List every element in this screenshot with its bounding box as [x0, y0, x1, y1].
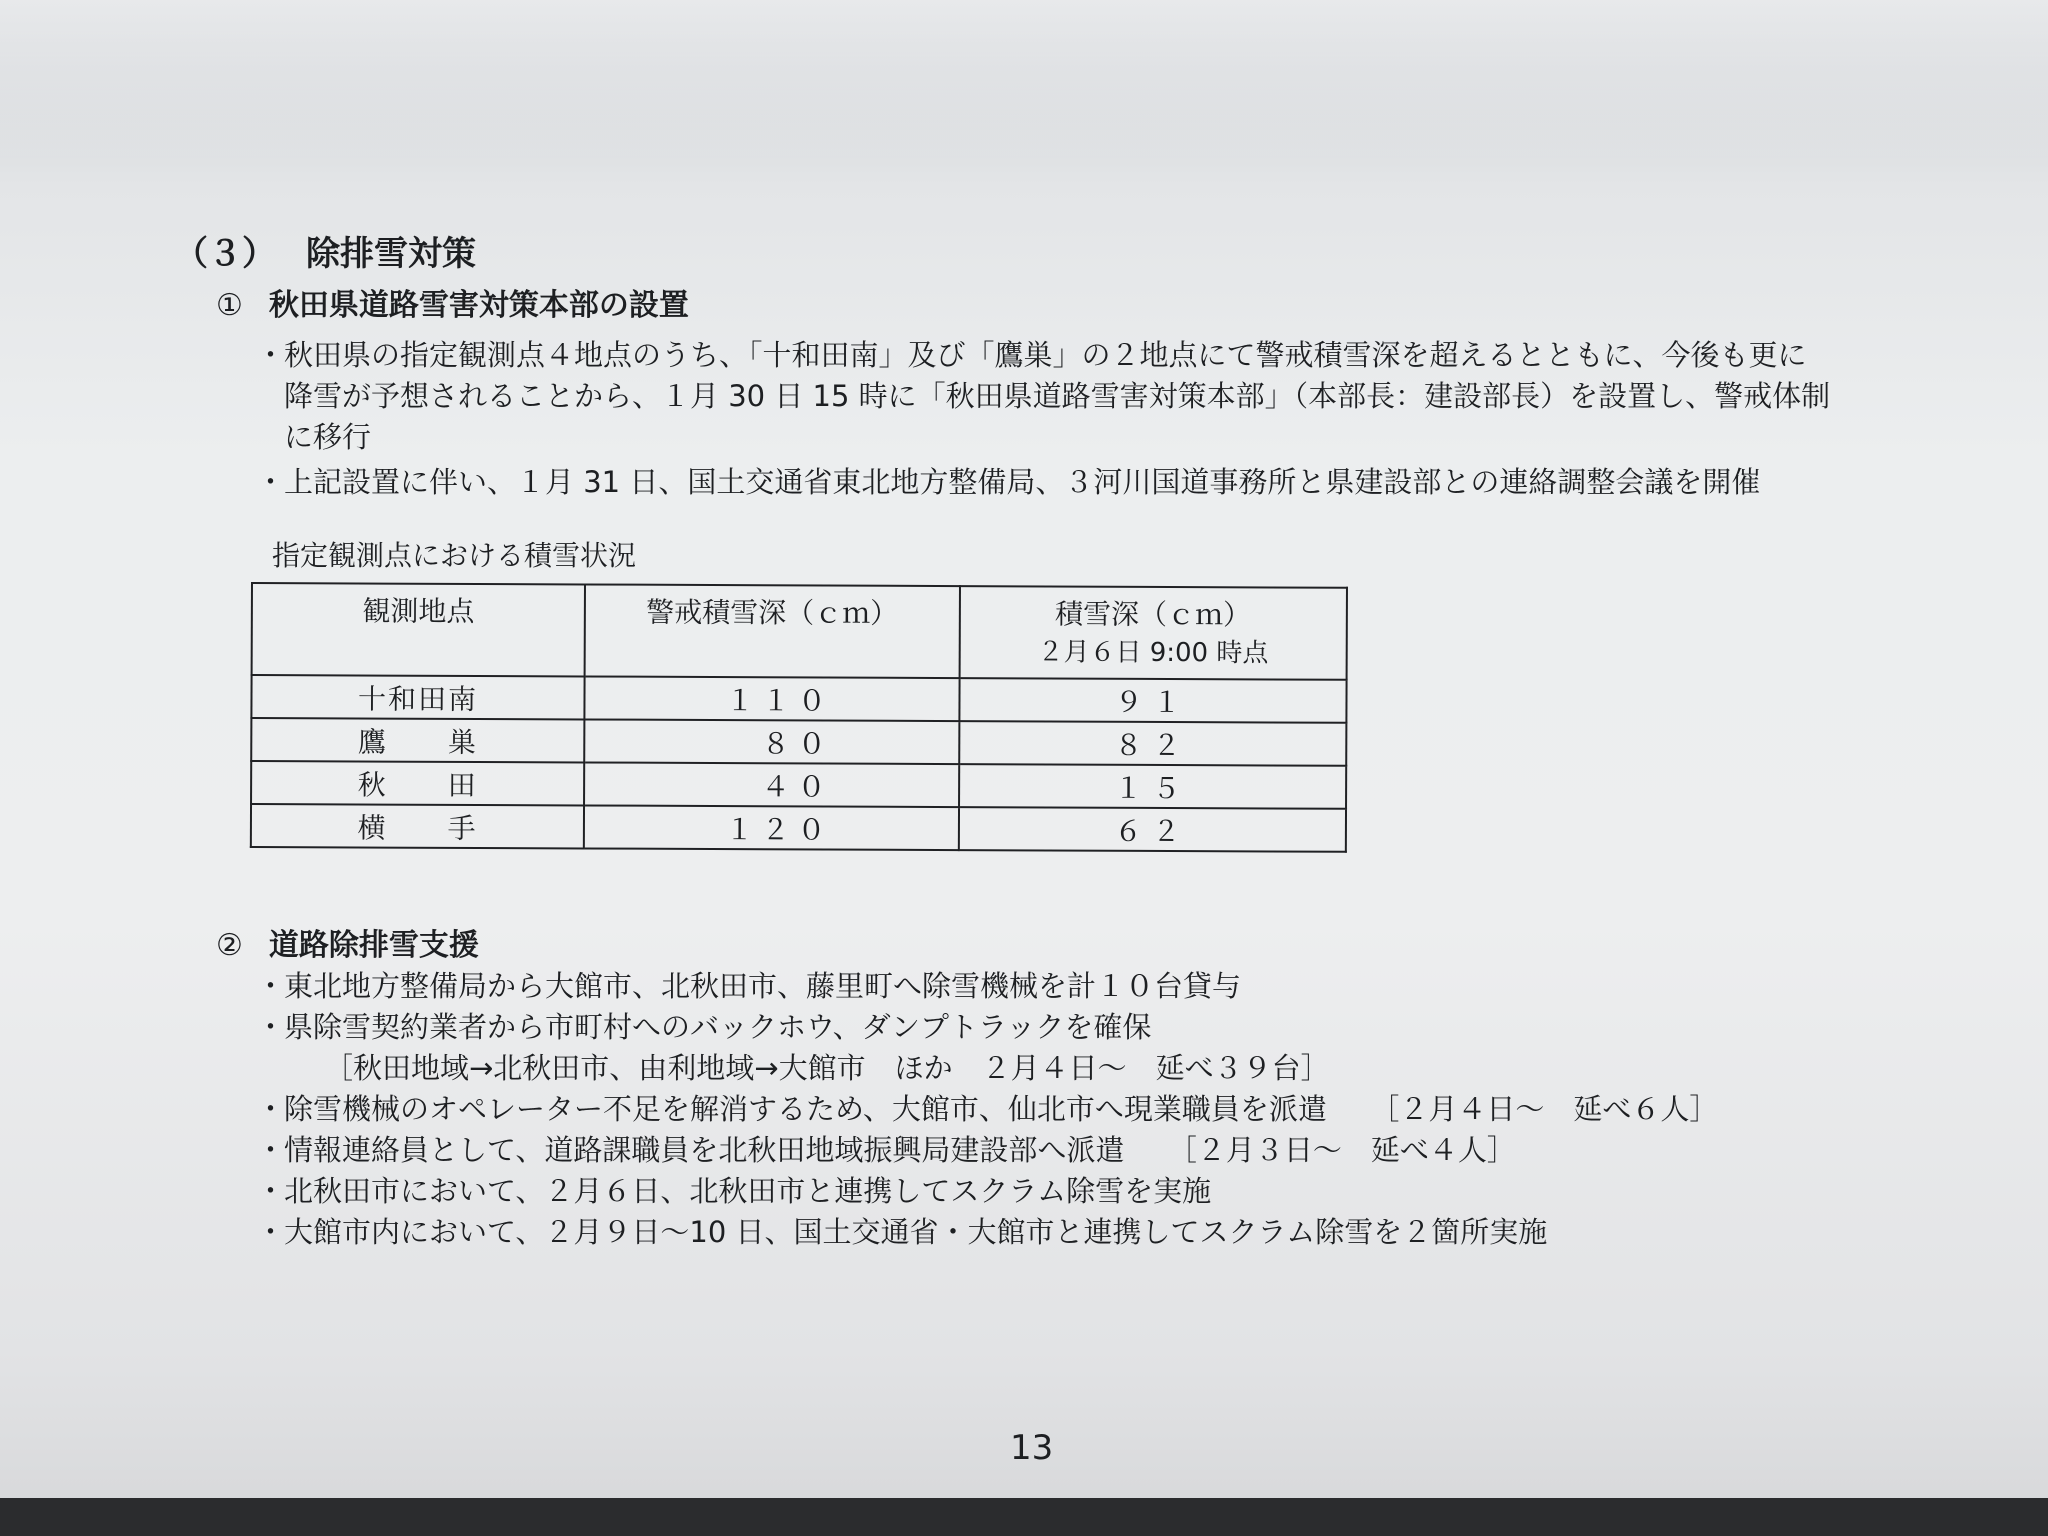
bullet-line: 県除雪契約業者から市町村へのバックホウ、ダンプトラックを確保	[284, 1010, 1152, 1044]
bullet-line: 上記設置に伴い、１月 31 日、国土交通省東北地方整備局、３河川国道事務所と県建設部との連絡調整会議を開催	[284, 465, 1761, 499]
bullet-line: 除雪機械のオペレーター不足を解消するため、大館市、仙北市へ現業職員を派遣 ［２月４日～ 延べ６人］	[284, 1092, 1719, 1126]
table-row	[251, 718, 1346, 766]
bullet-symbol: ・	[256, 1092, 286, 1126]
table-header-row	[252, 583, 1347, 680]
bullet-item	[256, 462, 1830, 503]
bullet-line: 降雪が予想されることから、１月 30 日 15 時に「秋田県道路雪害対策本部」（本部長：建設部長）を設置し、警戒体制	[284, 379, 1831, 413]
header-alert-depth: 警戒積雪深（ｃｍ）	[585, 584, 960, 678]
header-depth-label: 積雪深（ｃｍ）	[1055, 597, 1252, 632]
bullet-item	[256, 1007, 1718, 1089]
monitor-bezel	[0, 1498, 2048, 1536]
header-depth	[959, 586, 1347, 680]
bullet-line: 大館市内において、２月９日～10 日、国土交通省・大館市と連携してスクラム除雪を２箇所実施	[284, 1215, 1548, 1249]
bullet-line: 秋田県の指定観測点４地点のうち、「十和田南」及び「鷹巣」の２地点にて警戒積雪深を超えるとともに、今後も更に	[284, 338, 1807, 372]
cell-depth: １５	[959, 764, 1347, 809]
bullet-line: 北秋田市において、２月６日、北秋田市と連携してスクラム除雪を実施	[284, 1174, 1212, 1208]
cell-site: 秋 田	[251, 761, 584, 805]
bullet-symbol: ・	[256, 465, 286, 499]
cell-site: 鷹 巣	[251, 718, 584, 762]
subsection-2-number: ②	[216, 928, 243, 963]
cell-site: 十和田南	[251, 675, 584, 719]
bullet-symbol: ・	[256, 338, 286, 372]
cell-alert-depth: ８０	[584, 719, 959, 764]
bullet-item	[256, 335, 1830, 458]
cell-depth: ６２	[958, 807, 1346, 852]
bullet-symbol: ・	[256, 1174, 286, 1208]
subsection-1-bullets	[256, 335, 1830, 503]
subsection-1-title-text: 秋田県道路雪害対策本部の設置	[268, 288, 689, 323]
cell-alert-depth: ４０	[584, 762, 959, 807]
cell-alert-depth: １１０	[585, 676, 960, 721]
bullet-item	[256, 966, 1718, 1007]
cell-site: 横 手	[251, 804, 584, 848]
cell-depth: ９１	[959, 678, 1347, 723]
bullet-line: 情報連絡員として、道路課職員を北秋田地域振興局建設部へ派遣 ［２月３日～ 延べ４人］	[284, 1133, 1516, 1167]
table-caption: 指定観測点における積雪状況	[272, 539, 637, 572]
page-number: 13	[1010, 1428, 1054, 1468]
bullet-symbol: ・	[256, 969, 286, 1003]
snow-depth-table	[250, 582, 1348, 853]
subsection-1-number: ①	[216, 288, 243, 323]
section-title-text: 除排雪対策	[306, 234, 476, 274]
subsection-2-title	[216, 920, 479, 964]
screen-glare	[0, 0, 2048, 160]
section-number: （３）	[174, 234, 276, 274]
cell-depth: ８２	[959, 721, 1347, 766]
bullet-line: 東北地方整備局から大館市、北秋田市、藤里町へ除雪機械を計１０台貸与	[284, 969, 1242, 1003]
bullet-symbol: ・	[256, 1010, 286, 1044]
bullet-item	[256, 1212, 1718, 1253]
bullet-line: に移行	[284, 420, 372, 454]
bullet-symbol: ・	[256, 1215, 286, 1249]
subsection-2-bullets	[256, 966, 1718, 1253]
bullet-item	[256, 1130, 1718, 1171]
header-site: 観測地点	[252, 583, 586, 676]
header-depth-time: ２月６日 9:00 時点	[1037, 637, 1269, 669]
section-title	[174, 226, 476, 275]
subsection-2-title-text: 道路除排雪支援	[268, 928, 479, 963]
bullet-item	[256, 1171, 1718, 1212]
bullet-symbol: ・	[256, 1133, 286, 1167]
table-row	[251, 761, 1346, 809]
bullet-continuation: ［秋田地域→北秋田市、由利地域→大館市 ほか ２月４日～ 延べ３９台］	[324, 1051, 1330, 1085]
table-row	[251, 675, 1346, 723]
table-row	[251, 804, 1346, 852]
subsection-1-title	[216, 280, 689, 324]
cell-alert-depth: １２０	[584, 805, 959, 850]
bullet-item	[256, 1089, 1718, 1130]
